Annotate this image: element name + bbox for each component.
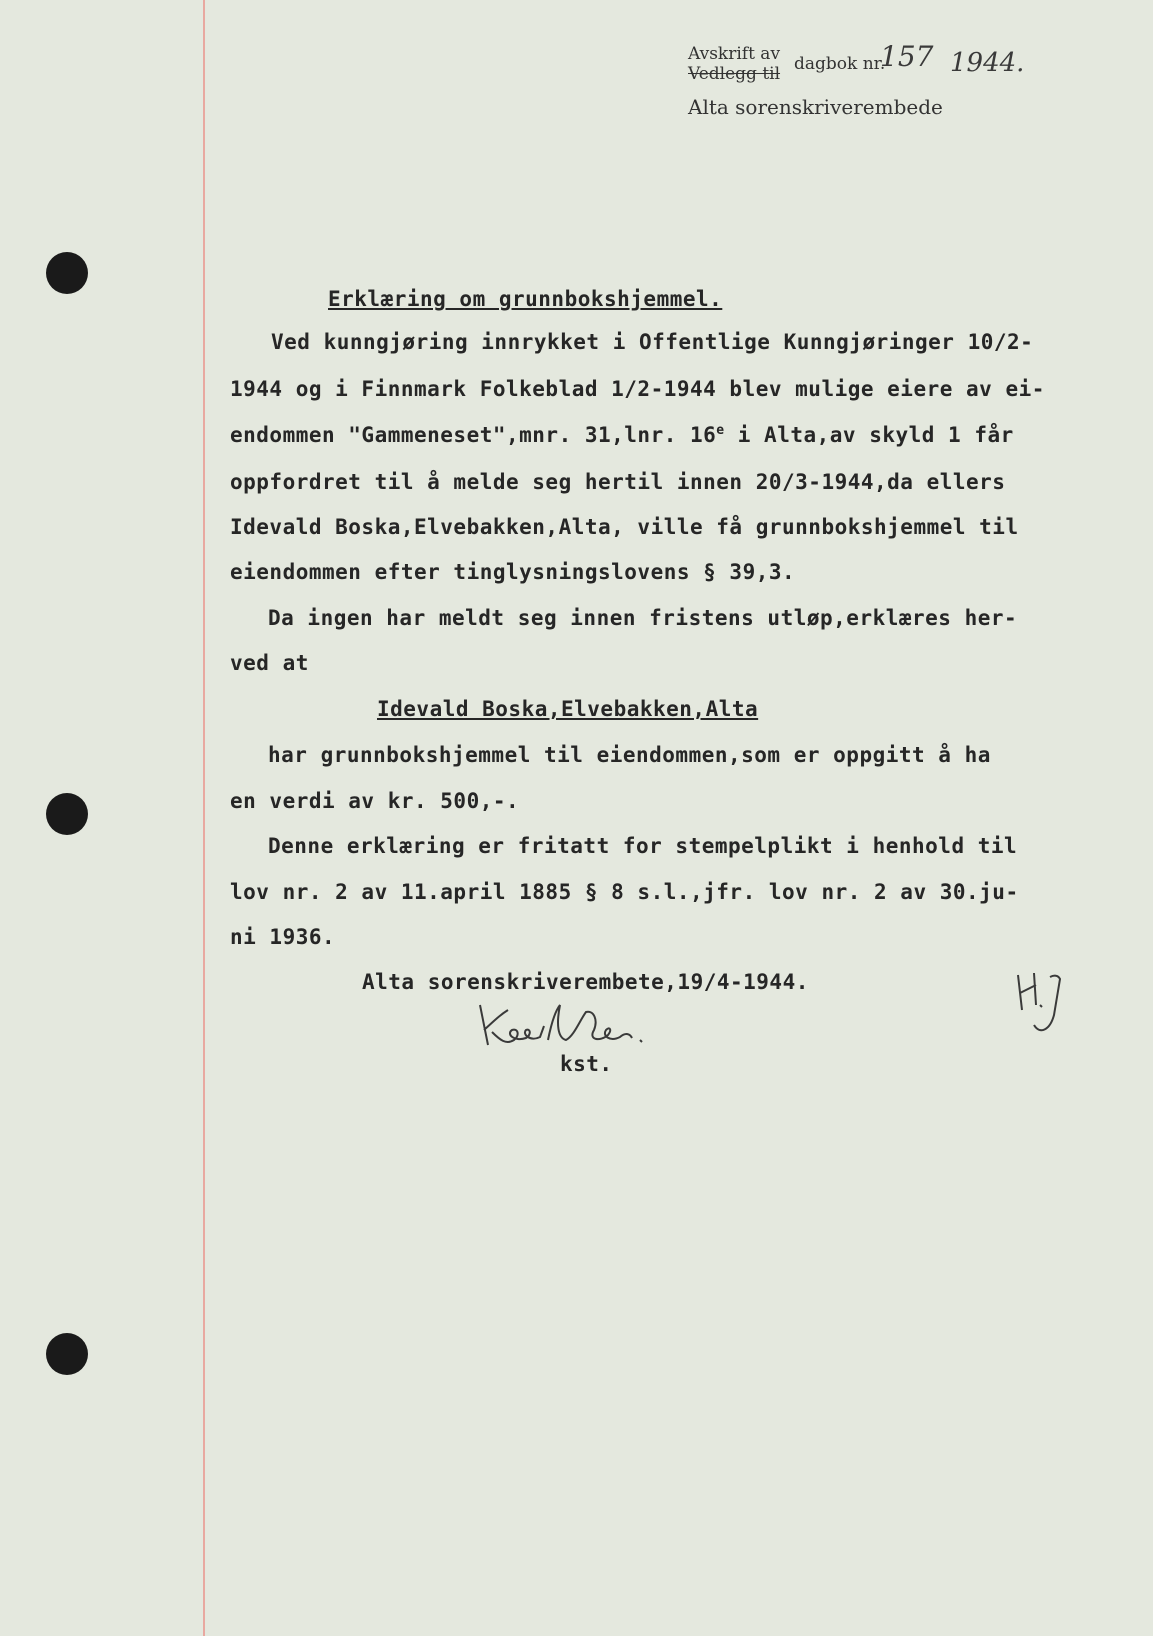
body-line: eiendommen efter tinglysningslovens § 39,3.	[230, 560, 796, 584]
punch-hole	[46, 1333, 88, 1375]
body-line: endommen "Gammeneset",mnr. 31,lnr. 16e i Alta,av skyld 1 får	[230, 423, 1014, 447]
body-line: oppfordret til å melde seg hertil innen 20/3-1944,da ellers	[230, 470, 1006, 494]
stamp-vedlegg: Vedlegg til	[688, 64, 781, 84]
stamp-dagbok-number: 157	[880, 40, 934, 73]
place-date: Alta sorenskriverembete,19/4-1944.	[362, 970, 809, 994]
body-line: har grunnbokshjemmel til eiendommen,som er oppgitt å ha	[268, 743, 991, 767]
punch-hole	[46, 252, 88, 294]
document-title: Erklæring om grunnbokshjemmel.	[328, 287, 723, 311]
punch-hole	[46, 793, 88, 835]
owner-line: Idevald Boska,Elvebakken,Alta	[377, 697, 759, 721]
body-line: 1944 og i Finnmark Folkeblad 1/2-1944 blev mulige eiere av ei-	[230, 377, 1045, 401]
body-line: lov nr. 2 av 11.april 1885 § 8 s.l.,jfr. lov nr. 2 av 30.ju-	[230, 880, 1019, 904]
stamp-dagbok-label: dagbok nr.	[794, 54, 886, 74]
body-line: Da ingen har meldt seg innen fristens utløp,erklæres her-	[268, 606, 1018, 630]
stamp-office: Alta sorenskriverembede	[688, 95, 943, 119]
body-line: Idevald Boska,Elvebakken,Alta, ville få grunnbokshjemmel til	[230, 515, 1019, 539]
stamp-avskrift: Avskrift av	[688, 44, 781, 64]
body-line: ni 1936.	[230, 925, 336, 949]
signer-title: kst.	[560, 1052, 613, 1076]
signature	[470, 990, 690, 1060]
body-line: Ved kunngjøring innrykket i Offentlige Kunngjøringer 10/2-	[271, 330, 1034, 354]
stamp-year: 1944.	[950, 48, 1025, 78]
body-line: en verdi av kr. 500,-.	[230, 789, 520, 813]
initials	[1010, 965, 1080, 1045]
body-line: Denne erklæring er fritatt for stempelplikt i henhold til	[268, 834, 1018, 858]
margin-line	[203, 0, 205, 1636]
body-line: ved at	[230, 651, 309, 675]
